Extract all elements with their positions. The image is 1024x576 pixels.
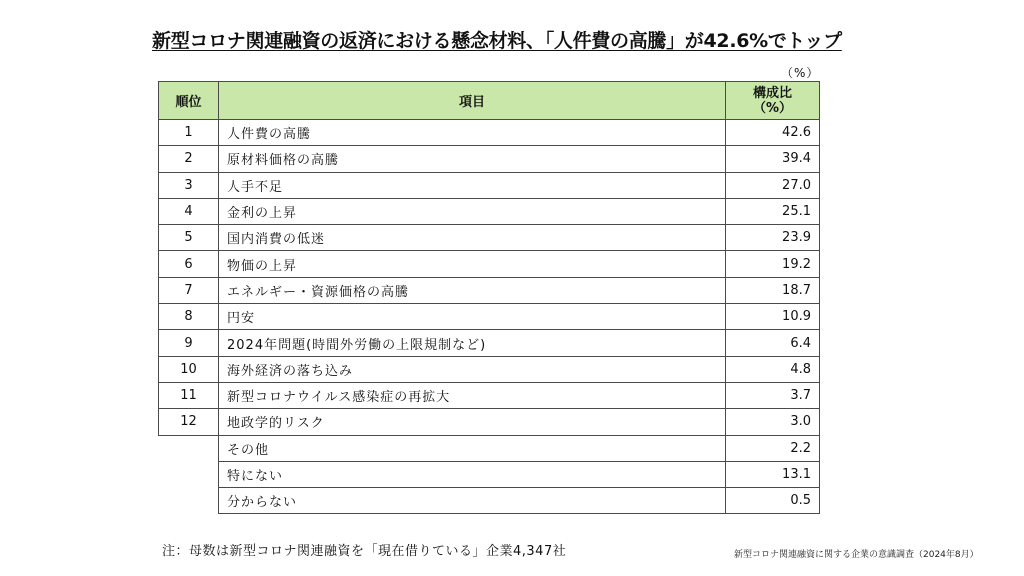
rank-cell: 1 <box>159 120 219 146</box>
source-caption: 新型コロナ関連融資に関する企業の意識調査（2024年8月） <box>734 550 979 560</box>
item-cell: 原材料価格の高騰 <box>219 146 726 172</box>
item-cell: 地政学的リスク <box>219 409 726 435</box>
rank-cell: 12 <box>159 409 219 435</box>
item-cell: 特にない <box>219 461 726 487</box>
ratio-cell: 39.4 <box>726 146 820 172</box>
table-header-row <box>159 82 820 120</box>
ratio-cell: 3.0 <box>726 409 820 435</box>
table-row <box>159 172 820 198</box>
item-cell: 国内消費の低迷 <box>219 225 726 251</box>
item-cell: その他 <box>219 435 726 461</box>
rank-cell: 9 <box>159 330 219 356</box>
item-cell: 金利の上昇 <box>219 198 726 224</box>
rank-cell: 8 <box>159 304 219 330</box>
ratio-cell: 2.2 <box>726 435 820 461</box>
rank-cell: 4 <box>159 198 219 224</box>
ratio-cell: 27.0 <box>726 172 820 198</box>
rank-cell: 3 <box>159 172 219 198</box>
rank-cell <box>159 435 219 461</box>
table-body <box>159 120 820 514</box>
ratio-cell: 19.2 <box>726 251 820 277</box>
table-row <box>159 225 820 251</box>
table-row <box>159 304 820 330</box>
ratio-cell: 25.1 <box>726 198 820 224</box>
ratio-cell: 3.7 <box>726 382 820 408</box>
table-row <box>159 356 820 382</box>
rank-cell: 10 <box>159 356 219 382</box>
table-row <box>159 251 820 277</box>
ratio-cell: 10.9 <box>726 304 820 330</box>
header-rank: 順位 <box>159 82 219 120</box>
page-title: 新型コロナ関連融資の返済における懸念材料、「人件費の高騰」が42.6%でトップ <box>152 30 842 52</box>
item-cell: 円安 <box>219 304 726 330</box>
item-cell: エネルギー・資源価格の高騰 <box>219 277 726 303</box>
table-row <box>159 382 820 408</box>
header-ratio <box>726 82 820 120</box>
rank-cell: 5 <box>159 225 219 251</box>
item-cell: 新型コロナウイルス感染症の再拡大 <box>219 382 726 408</box>
rank-cell: 7 <box>159 277 219 303</box>
table-row <box>159 409 820 435</box>
ratio-cell: 13.1 <box>726 461 820 487</box>
rank-cell: 2 <box>159 146 219 172</box>
ratio-cell: 4.8 <box>726 356 820 382</box>
table-row <box>159 198 820 224</box>
table-row <box>159 330 820 356</box>
header-item: 項目 <box>219 82 726 120</box>
item-cell: 2024年問題(時間外労働の上限規制など) <box>219 330 726 356</box>
table-row <box>159 146 820 172</box>
header-ratio-line2: （%） <box>752 100 793 116</box>
rank-cell: 11 <box>159 382 219 408</box>
table-row <box>159 277 820 303</box>
ratio-cell: 23.9 <box>726 225 820 251</box>
item-cell: 分からない <box>219 488 726 514</box>
rank-cell <box>159 488 219 514</box>
table-row <box>159 461 820 487</box>
unit-label: （%） <box>781 66 820 80</box>
ratio-cell: 18.7 <box>726 277 820 303</box>
rank-cell <box>159 461 219 487</box>
footnote: 注：母数は新型コロナ関連融資を「現在借りている」企業4,347社 <box>162 544 567 559</box>
ratio-cell: 0.5 <box>726 488 820 514</box>
item-cell: 人手不足 <box>219 172 726 198</box>
rank-cell: 6 <box>159 251 219 277</box>
item-cell: 人件費の高騰 <box>219 120 726 146</box>
table-row <box>159 120 820 146</box>
item-cell: 海外経済の落ち込み <box>219 356 726 382</box>
header-ratio-line1: 構成比 <box>752 85 792 101</box>
item-cell: 物価の上昇 <box>219 251 726 277</box>
table-row <box>159 488 820 514</box>
ratio-cell: 6.4 <box>726 330 820 356</box>
survey-table <box>158 81 820 514</box>
ratio-cell: 42.6 <box>726 120 820 146</box>
table-row <box>159 435 820 461</box>
